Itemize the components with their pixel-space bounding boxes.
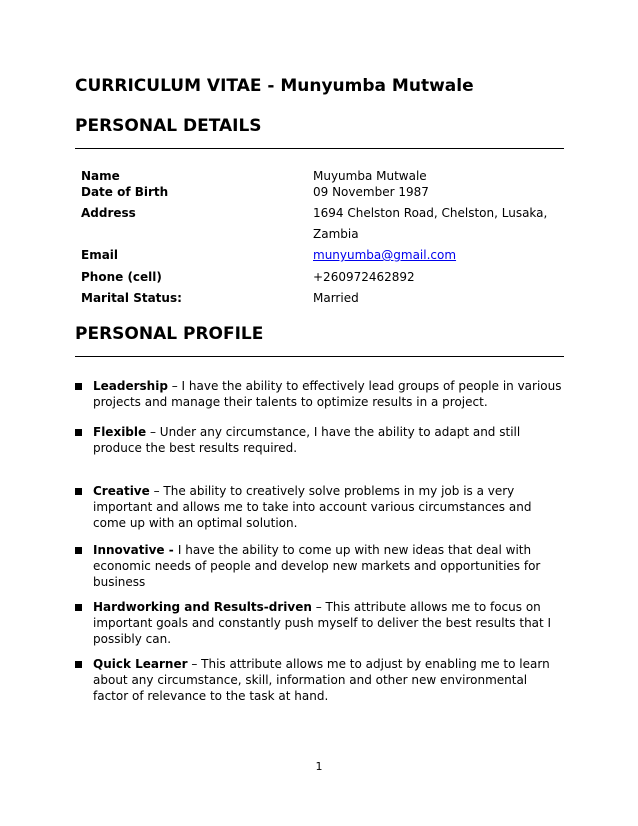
profile-item-flexible <box>93 424 565 456</box>
profile-term: Flexible <box>93 425 147 439</box>
profile-description: – Under any circumstance, I have the ability to adapt and still produce the best results required. <box>93 425 521 455</box>
detail-label-date-of-birth: Date of Birth <box>81 185 169 199</box>
bullet-icon <box>75 661 82 668</box>
profile-term: Creative <box>93 484 150 498</box>
detail-label-phone: Phone (cell) <box>81 270 162 284</box>
detail-value-address-line2: Zambia <box>313 227 359 241</box>
profile-item-innovative <box>93 542 565 590</box>
page-title: CURRICULUM VITAE - Munyumba Mutwale <box>75 76 474 96</box>
profile-description: – This attribute allows me to adjust by enabling me to learn about any circumstance, skill, information and other new environmental factor of relevance to the task at hand. <box>93 657 550 703</box>
page-number: 1 <box>315 760 323 773</box>
detail-value-marital-status: Married <box>313 291 359 305</box>
detail-value-date-of-birth: 09 November 1987 <box>313 185 429 199</box>
profile-term: Quick Learner <box>93 657 188 671</box>
profile-description: – I have the ability to effectively lead groups of people in various projects and manage their talents to optimize results in a project. <box>93 379 562 409</box>
profile-term: Innovative - <box>93 543 178 557</box>
bullet-icon <box>75 429 82 436</box>
profile-item-creative <box>93 483 565 531</box>
personal-details-rule <box>75 148 564 149</box>
bullet-icon <box>75 488 82 495</box>
personal-details-heading: PERSONAL DETAILS <box>75 116 262 136</box>
detail-value-phone: +260972462892 <box>313 270 415 284</box>
profile-term: Hardworking and Results-driven <box>93 600 312 614</box>
bullet-icon <box>75 604 82 611</box>
profile-item-hardworking <box>93 599 565 647</box>
detail-value-address: 1694 Chelston Road, Chelston, Lusaka, <box>313 206 548 220</box>
detail-label-name: Name <box>81 169 120 183</box>
profile-description: I have the ability to come up with new ideas that deal with economic needs of people and develop new markets and opportunities for business <box>93 543 541 589</box>
personal-profile-rule <box>75 356 564 357</box>
detail-value-name: Muyumba Mutwale <box>313 169 427 183</box>
profile-description: – The ability to creatively solve problems in my job is a very important and allows me to take into account various circumstances and come up with an optimal solution. <box>93 484 532 530</box>
profile-item-leadership <box>93 378 565 410</box>
profile-item-quick-learner <box>93 656 565 704</box>
personal-profile-heading: PERSONAL PROFILE <box>75 324 264 344</box>
bullet-icon <box>75 547 82 554</box>
detail-label-address: Address <box>81 206 136 220</box>
detail-label-email: Email <box>81 248 119 262</box>
profile-term: Leadership <box>93 379 168 393</box>
detail-value-email[interactable]: munyumba@gmail.com <box>313 248 457 262</box>
profile-description: – This attribute allows me to focus on important goals and constantly push myself to deliver the best results that I possibly can. <box>93 600 552 646</box>
bullet-icon <box>75 383 82 390</box>
detail-label-marital-status: Marital Status: <box>81 291 182 305</box>
